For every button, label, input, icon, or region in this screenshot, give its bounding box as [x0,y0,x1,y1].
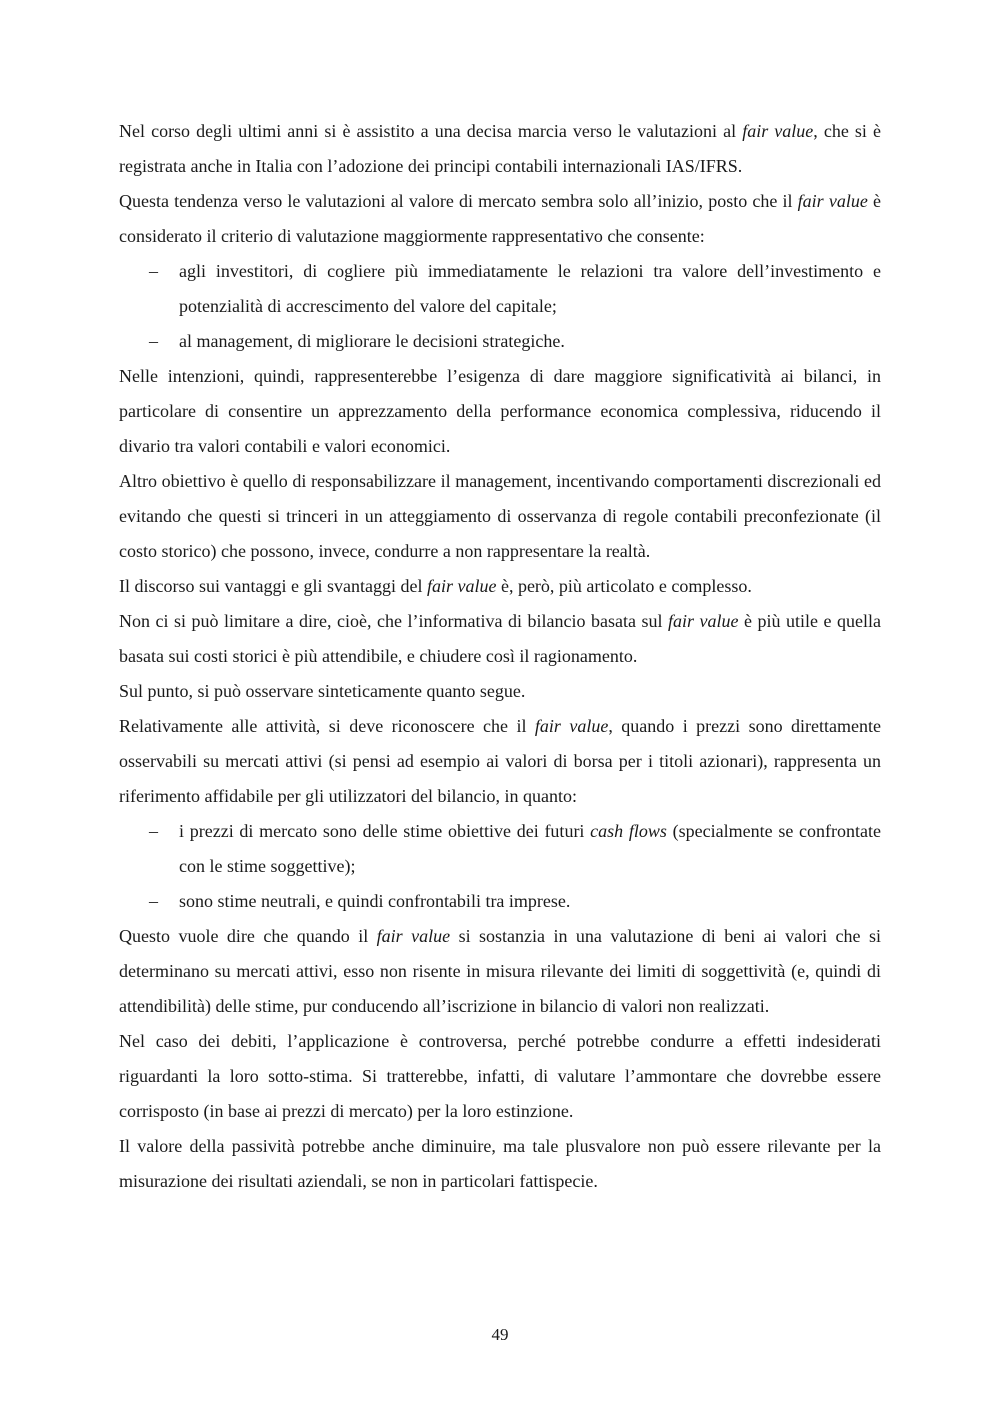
paragraph-text: Questa tendenza verso le valutazioni al valore di mercato sembra solo all’inizio, posto che il [119,191,798,211]
italic-term: fair value [797,191,868,211]
italic-term: cash flows [590,821,667,841]
dash-bullet-icon: – [149,331,158,351]
dash-bullet-icon: – [149,261,158,281]
paragraph-intentions: Nelle intenzioni, quindi, rappresenterebbe l’esigenza di dare maggiore significatività ai bilanci, in particolare di consentire un apprezzamento della performance economica complessiva, riducendo il divario tra valori contabili e valori economici. [119,366,881,456]
list-item-text: (specialmente se confrontate con le stime soggettive); [179,821,882,876]
paragraph-reliability [119,604,881,674]
list-item-text: sono stime neutrali, e quindi confrontabili tra imprese. [179,891,571,911]
paragraph-text: è più utile e quella basata sui costi storici è più attendibile, e chiudere così il ragionamento. [119,611,881,666]
paragraph-text: Il discorso sui vantaggi e gli svantaggi del [119,576,427,596]
italic-term: fair value [667,611,739,631]
paragraph-market-valuation [119,184,881,254]
paragraph-summary-intro: Sul punto, si può osservare sinteticamente quanto segue. [119,681,526,701]
paragraph-text: è, però, più articolato e complesso. [496,576,752,596]
paragraph-fair-value-trend [119,114,881,184]
paragraph-text: , che si è registrata anche in Italia con l’adozione dei principi contabili internazionali IAS/IFRS. [119,121,881,176]
italic-term: fair value [534,716,609,736]
paragraph-text: Questo vuole dire che quando il [119,926,377,946]
dash-bullet-icon: – [149,821,158,841]
italic-term: fair value [742,121,814,141]
dash-bullet-icon: – [149,891,158,911]
document-body [119,114,881,1199]
paragraph-active-markets [119,919,881,1024]
list-item-text: al management, di migliorare le decisioni strategiche. [179,331,565,351]
page-number: 49 [491,1325,509,1344]
paragraph-text: è considerato il criterio di valutazione maggiormente rappresentativo che consente: [119,191,881,246]
list-item [119,324,881,359]
bullet-list-benefits [119,254,881,359]
list-item-text: i prezzi di mercato sono delle stime obiettive dei futuri [179,821,591,841]
paragraph-text: Nel corso degli ultimi anni si è assistito a una decisa marcia verso le valutazioni al [119,121,743,141]
paragraph-pros-cons [119,569,881,604]
paragraph-text: Non ci si può limitare a dire, cioè, che l’informativa di bilancio basata sul [119,611,668,631]
list-item [119,814,881,884]
italic-term: fair value [426,576,497,596]
paragraph-text: si sostanzia in una valutazione di beni ai valori che si determinano su mercati attivi, esso non risente in misura rilevante dei limiti di soggettività (e, quindi di attendibilità) delle stime, pur conducendo all’iscrizione in bilancio di valori non realizzati. [119,926,881,1016]
paragraph-text: , quando i prezzi sono direttamente osservabili su mercati attivi (si pensi ad esempio ai valori di borsa per i titoli azionari), rappresenta un riferimento affidabile per gli utilizzatori del bilancio, in quanto: [119,716,881,806]
paragraph-text: Relativamente alle attività, si deve riconoscere che il [119,716,535,736]
paragraph-assets [119,709,881,814]
paragraph-debts: Nel caso dei debiti, l’applicazione è controversa, perché potrebbe condurre a effetti indesiderati riguardanti la loro sotto-stima. Si tratterebbe, infatti, di valutare l’ammontare che dovrebbe essere corrisposto (in base ai prezzi di mercato) per la loro estinzione. [119,1031,881,1121]
list-item [119,884,881,919]
italic-term: fair value [376,926,451,946]
paragraph-management: Altro obiettivo è quello di responsabilizzare il management, incentivando comportamenti discrezionali ed evitando che questi si trinceri in un atteggiamento di osservanza di regole contabili preconfezionate (il costo storico) che possono, invece, condurre a non rappresentare la realtà. [119,471,881,561]
list-item-text: agli investitori, di cogliere più immediatamente le relazioni tra valore dell’investimento e potenzialità di accrescimento del valore del capitale; [179,261,881,316]
paragraph-liabilities: Il valore della passività potrebbe anche diminuire, ma tale plusvalore non può essere rilevante per la misurazione dei risultati aziendali, se non in particolari fattispecie. [119,1136,881,1191]
bullet-list-market-prices [119,814,881,919]
list-item [119,254,881,324]
